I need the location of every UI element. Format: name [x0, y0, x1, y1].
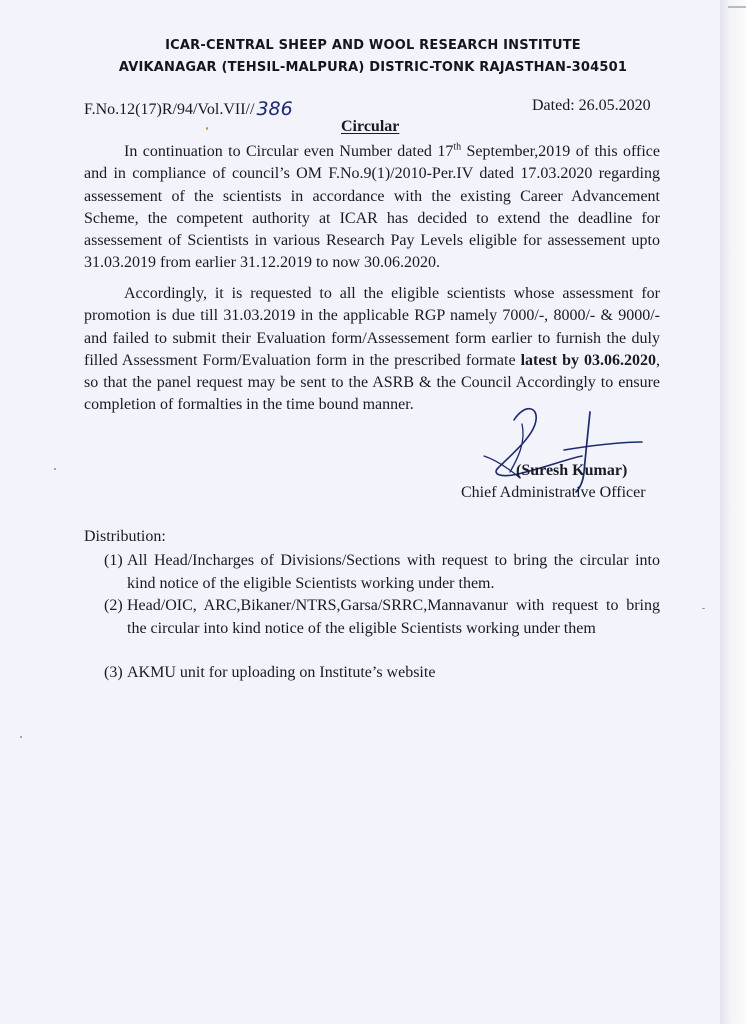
distribution-item: [104, 595, 660, 640]
scan-speck: [702, 608, 705, 609]
page-edge-shadow: [720, 0, 746, 1024]
paragraph2-text-start: Accordingly, it is requested to all the eligible scientists whose assessment for promotion is due till 31.03.2019 in the applicable RGP namely 7000/-, 8000/- & 9000/- and failed to submit their Evaluation form/Assessement form earlier to furnish the duly filled Assessment Form/Evaluation form in the prescribed formate: [84, 285, 660, 369]
distribution-item-text: AKMU unit for uploading on Institute’s website: [127, 664, 436, 681]
distribution-item: [104, 550, 660, 595]
scan-speck: [206, 127, 208, 130]
distribution-heading: Distribution:: [84, 528, 166, 545]
page-edge-mark: [728, 6, 746, 8]
paragraph-request: [84, 283, 660, 417]
paragraph-extension-notice: [84, 141, 660, 275]
circular-date: Dated: 26.05.2020: [532, 97, 651, 114]
handwritten-number: 386: [256, 98, 293, 120]
distribution-item-text: All Head/Incharges of Divisions/Sections with request to bring the circular into kind notice of the eligible Scientists working under them.: [127, 552, 660, 592]
institute-address: AVIKANAGAR (TEHSIL-MALPURA) DISTRIC-TONK RAJASTHAN-304501: [118, 60, 628, 75]
paragraph2-text-end: , so that the panel request may be sent to the ASRB & the Council Accordingly to ensure completion of formalties in the time bound manner.: [84, 351, 661, 414]
scan-speck: [54, 468, 56, 470]
file-reference: [84, 97, 293, 119]
scan-speck: [20, 736, 22, 738]
circular-title: Circular: [341, 118, 400, 135]
signatory-name: (Suresh Kumar): [516, 462, 628, 479]
distribution-item: [104, 662, 660, 685]
deadline-text: latest by 03.06.2020: [520, 351, 657, 369]
distribution-item-text: Head/OIC, ARC,Bikaner/NTRS,Garsa/SRRC,Mannavanur with request to bring the circular into kind notice of the eligible Scientists working under them: [127, 597, 660, 637]
signatory-designation: Chief Administrative Officer: [461, 484, 646, 501]
distribution-item-number: (1): [104, 552, 123, 569]
distribution-item-number: (3): [104, 664, 123, 681]
ordinal-suffix: th: [453, 141, 462, 153]
paragraph1-text-start: In continuation to Circular even Number dated 17: [124, 143, 454, 160]
paragraph1-text-end: September,2019 of this office and in compliance of council’s OM F.No.9(1)/2010-Per.IV dated 17.03.2020 regarding assessement of the scientists in accordance with the existing Career Advancement Scheme, the competent authority at ICAR has decided to extend the deadline for assessement of Scientists in various Research Pay Levels eligible for assessement upto 31.03.2019 from earlier 31.12.2019 to now 30.06.2020.: [84, 143, 660, 272]
institute-name: ICAR-CENTRAL SHEEP AND WOOL RESEARCH INSTITUTE: [165, 38, 581, 53]
file-number: F.No.12(17)R/94/Vol.VII//: [84, 101, 255, 118]
distribution-item-number: (2): [104, 597, 123, 614]
